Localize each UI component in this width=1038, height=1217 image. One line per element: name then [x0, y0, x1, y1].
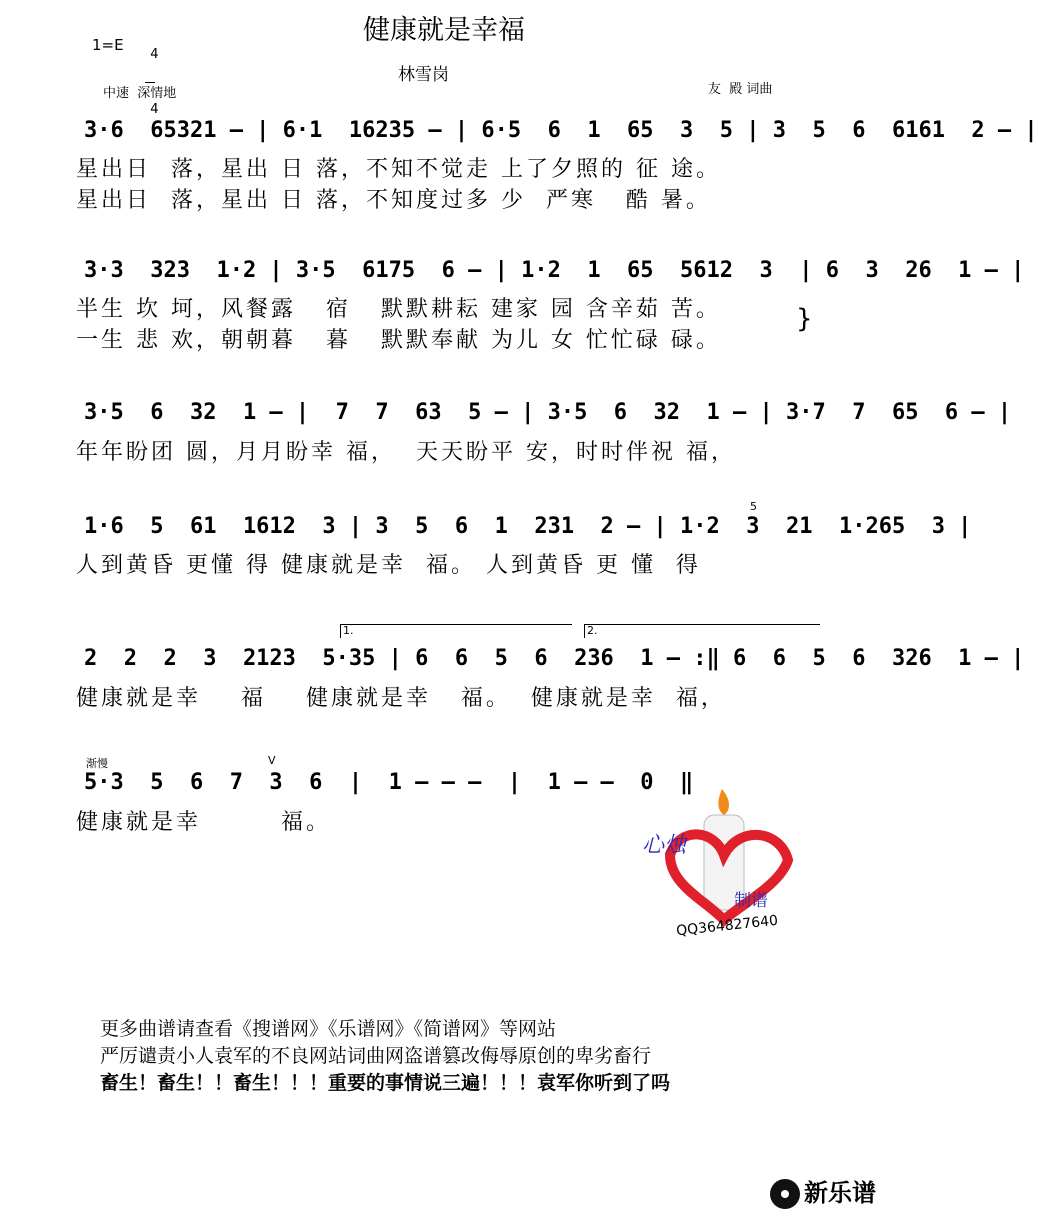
notation-line-3: 3·5 6 32 1 – | 7 7 63 5 – | 3·5 6 32 1 – | 3·7 7 65 6 – |: [84, 400, 1012, 425]
notation-line-1: 3·6 65321 – | 6·1 16235 – | 6·5 6 1 65 3 5 | 3 5 6 6161 2 – |: [84, 118, 1038, 143]
notation-line-2: 3·3 323 1·2 | 3·5 6175 6 – | 1·2 1 65 5612 3 | 6 3 26 1 – |: [84, 258, 1025, 283]
verse-brace: }: [796, 304, 813, 334]
lyrics-line-1-verse-1: 星出日 落，星出 日 落，不知不觉走 上了夕照的 征 途。: [76, 157, 721, 182]
notation-line-5: 2 2 2 3 2123 5·35 | 6 6 5 6 236 1 – :‖ 6 6 5 6 326 1 – |: [84, 646, 1025, 671]
volta-1-bracket: [340, 624, 572, 625]
credits: 友 殿 词曲: [708, 82, 773, 97]
volta-1-label: 1.: [343, 624, 354, 637]
ritardando-marking: 渐慢: [86, 757, 108, 770]
tempo-marking: 中速 深情地: [103, 86, 177, 101]
time-signature: [142, 28, 159, 119]
grace-note: 5: [750, 500, 757, 513]
volta-2-bracket: [584, 624, 820, 625]
lyrics-line-3: 年年盼团 圆，月月盼幸 福， 天天盼平 安，时时伴祝 福，: [76, 440, 736, 465]
lyrics-line-2-verse-1: 半生 坎 坷，风餐露 宿 默默耕耘 建家 园 含辛茹 苦。: [76, 297, 721, 322]
lyrics-line-4: 人到黄昏 更懂 得 健康就是幸 福。 人到黄昏 更 懂 得: [76, 553, 701, 578]
key-signature: 1=E: [92, 36, 124, 54]
time-denominator: 4: [150, 102, 159, 117]
footer-line-3: 畜生！畜生！！畜生！！！重要的事情说三遍！！！袁军你听到了吗: [100, 1072, 671, 1094]
lyrics-line-2-verse-2: 一生 悲 欢，朝朝暮 暮 默默奉献 为儿 女 忙忙碌 碌。: [76, 328, 721, 353]
stamp-text-1: 心烛: [642, 833, 687, 858]
notation-line-6: 5·3 5 6 7 3 6 | 1 – – – | 1 – – 0 ‖: [84, 770, 694, 795]
stamp-text-2: 制谱: [734, 891, 768, 911]
lyrics-line-1-verse-2: 星出日 落，星出 日 落，不知度过多 少 严寒 酷 暑。: [76, 188, 711, 213]
footer-line-1: 更多曲谱请查看《搜谱网》《乐谱网》《简谱网》等网站: [100, 1018, 557, 1040]
time-numerator: 4: [150, 47, 159, 62]
site-logo[interactable]: [770, 1173, 876, 1209]
notation-line-4: 1·6 5 61 1612 3 | 3 5 6 1 231 2 – | 1·2 3 21 1·265 3 |: [84, 514, 972, 539]
singer: 林雪岗: [398, 65, 449, 85]
lyrics-line-6: 健康就是幸 福。: [76, 810, 331, 835]
lyrics-line-5: 健康就是幸 福 健康就是幸 福。 健康就是幸 福，: [76, 686, 726, 711]
logo-text: 新乐谱: [804, 1179, 876, 1207]
record-icon: [770, 1179, 800, 1209]
breath-mark: V: [268, 754, 276, 767]
volta-2-label: 2.: [587, 624, 598, 637]
song-title: 健康就是幸福: [363, 15, 525, 46]
stamp-qq: QQ364827640: [675, 912, 779, 940]
footer-line-2: 严厉谴责小人袁军的不良网站词曲网盗谱篡改侮辱原创的卑劣畜行: [100, 1045, 652, 1067]
